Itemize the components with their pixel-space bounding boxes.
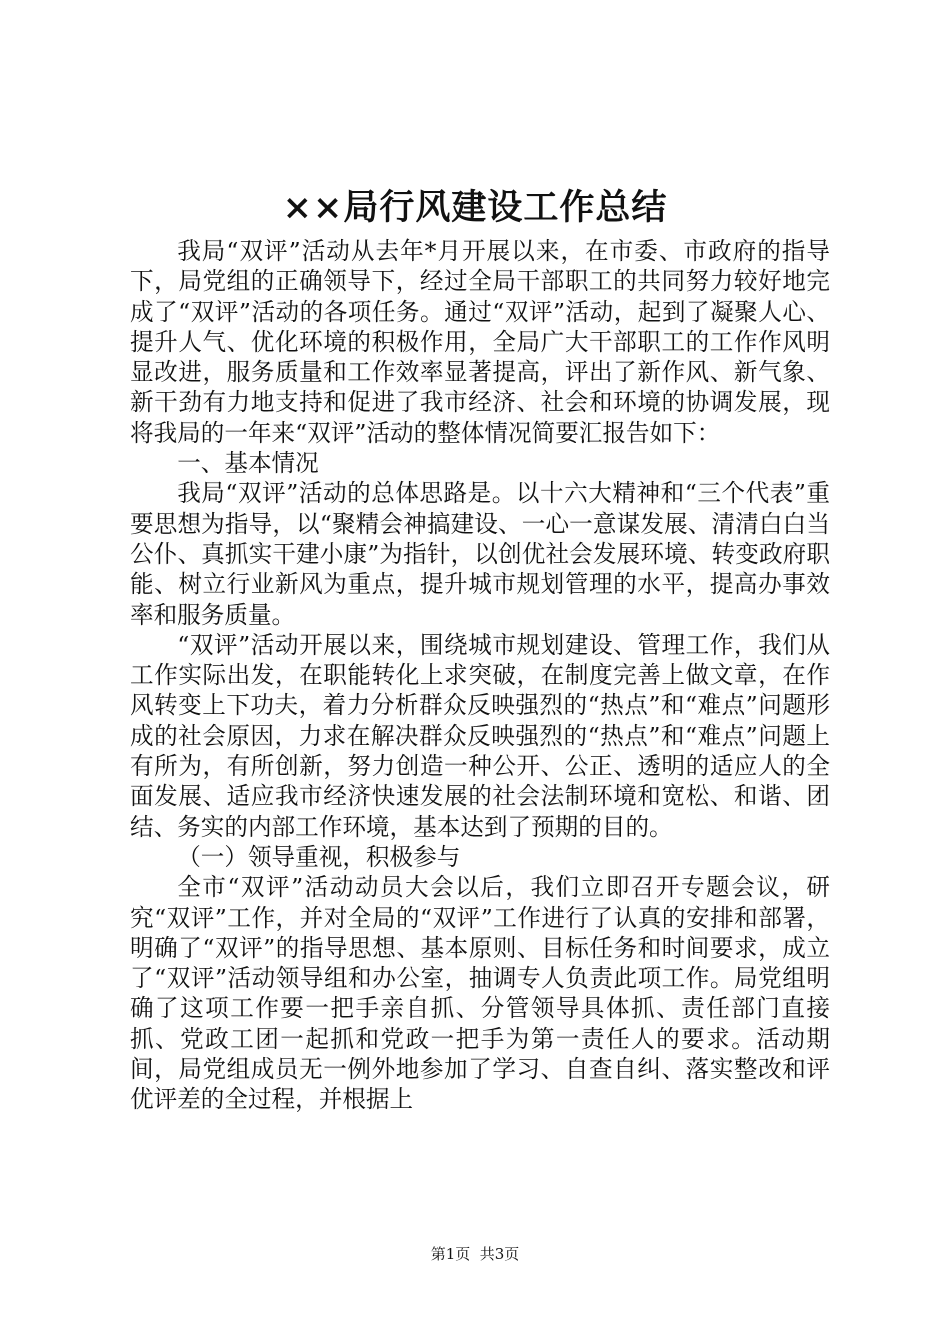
section-heading-basic-situation: 一、基本情况 [177,449,319,478]
paragraph-overall-approach: 我局“双评”活动的总体思路是。以十六大精神和“三个代表”重要思想为指导，以“聚精会神搞建设、一心一意谋发展、清清白白当公仆、真抓实干建小康”为指针，以创优社会发展环境、转变政府职能、树立行业新风为重点，提升城市规划管理的水平，提高办事效率和服务质量。 [130,479,830,629]
document-title: ××局行风建设工作总结 [282,187,668,228]
page-footer [0,1244,950,1264]
page-number: 第1页 共3页 [430,1245,520,1263]
paragraph-activity-progress: “双评”活动开展以来，围绕城市规划建设、管理工作，我们从工作实际出发，在职能转化上求突破，在制度完善上做文章，在作风转变上下功夫，着力分析群众反映强烈的“热点”和“难点”问题形成的社会原因，力求在解决群众反映强烈的“热点”和“难点”问题上有所为，有所创新，努力创造一种公开、公正、透明的适应人的全面发展、适应我市经济快速发展的社会法制环境和宽松、和谐、团结、务实的内部工作环境，基本达到了预期的目的。 [130,630,830,841]
document-body [130,236,830,1115]
paragraph-leadership: 全市“双评”活动动员大会以后，我们立即召开专题会议，研究“双评”工作，并对全局的“双评”工作进行了认真的安排和部署，明确了“双评”的指导思想、基本原则、目标任务和时间要求，成立了“双评”活动领导组和办公室，抽调专人负责此项工作。局党组明确了这项工作要一把手亲自抓、分管领导具体抓、责任部门直接抓、党政工团一起抓和党政一把手为第一责任人的要求。活动期间，局党组成员无一例外地参加了学习、自查自纠、落实整改和评优评差的全过程，并根据上 [130,873,830,1114]
subsection-heading-leadership: （一）领导重视，积极参与 [177,842,461,871]
paragraph-intro: 我局“双评”活动从去年*月开展以来，在市委、市政府的指导下，局党组的正确领导下，经过全局干部职工的共同努力较好地完成了“双评”活动的各项任务。通过“双评”活动，起到了凝聚人心、提升人气、优化环境的积极作用，全局广大干部职工的工作作风明显改进，服务质量和工作效率显著提高，评出了新作风、新气象、新干劲有力地支持和促进了我市经济、社会和环境的协调发展，现将我局的一年来“双评”活动的整体情况简要汇报告如下： [130,237,830,447]
